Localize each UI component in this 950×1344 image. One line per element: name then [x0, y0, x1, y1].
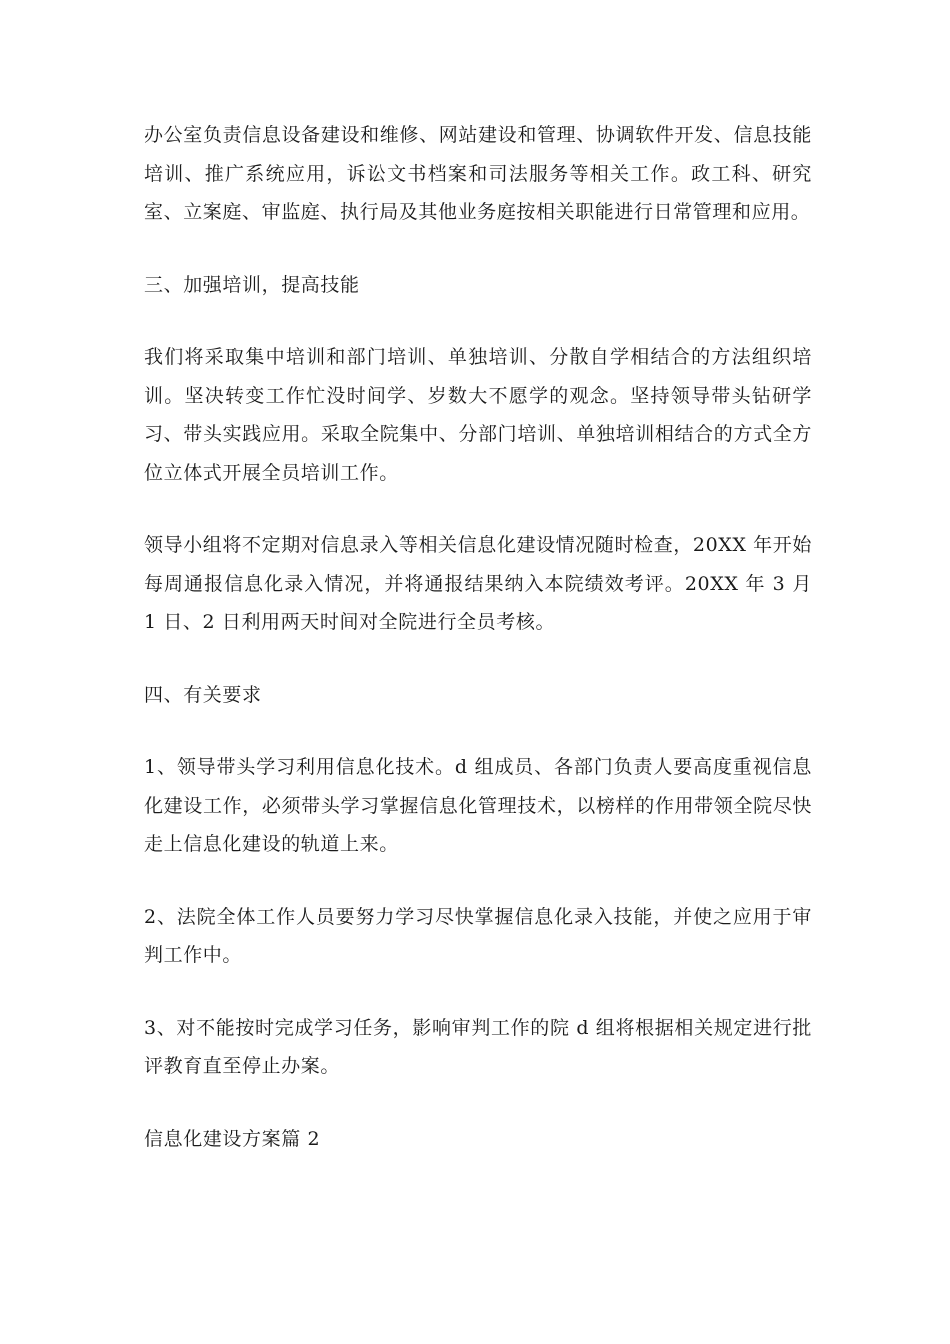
requirement-item-2: 2、法院全体工作人员要努力学习尽快掌握信息化录入技能，并使之应用于审判工作中。 — [144, 905, 812, 966]
requirement-item-1: 1、领导带头学习利用信息化技术。d 组成员、各部门负责人要高度重视信息化建设工作，必须带头学习掌握信息化管理技术，以榜样的作用带领全院尽快走上信息化建设的轨道上来。 — [144, 756, 812, 855]
paragraph-inspection: 领导小组将不定期对信息录入等相关信息化建设情况随时检查，20XX 年开始每周通报信息化录入情况，并将通报结果纳入本院绩效考评。20XX 年 3 月 1 日、2 日利用两天时间对全院进行全员考核。 — [144, 534, 812, 633]
section-heading-requirements: 四、有关要求 — [144, 683, 262, 706]
paragraph-training-methods: 我们将采取集中培训和部门培训、单独培训、分散自学相结合的方法组织培训。坚决转变工作忙没时间学、岁数大不愿学的观念。坚持领导带头钻研学习、带头实践应用。采取全院集中、分部门培训、单独培训相结合的方式全方位立体式开展全员培训工作。 — [144, 346, 812, 484]
next-article-title: 信息化建设方案篇 2 — [144, 1127, 321, 1150]
paragraph-responsibilities: 办公室负责信息设备建设和维修、网站建设和管理、协调软件开发、信息技能培训、推广系统应用，诉讼文书档案和司法服务等相关工作。政工科、研究室、立案庭、审监庭、执行局及其他业务庭按相关职能进行日常管理和应用。 — [144, 124, 812, 223]
document-page — [144, 116, 812, 1158]
section-heading-training: 三、加强培训，提高技能 — [144, 273, 360, 296]
requirement-item-3: 3、对不能按时完成学习任务，影响审判工作的院 d 组将根据相关规定进行批评教育直至停止办案。 — [144, 1016, 812, 1077]
